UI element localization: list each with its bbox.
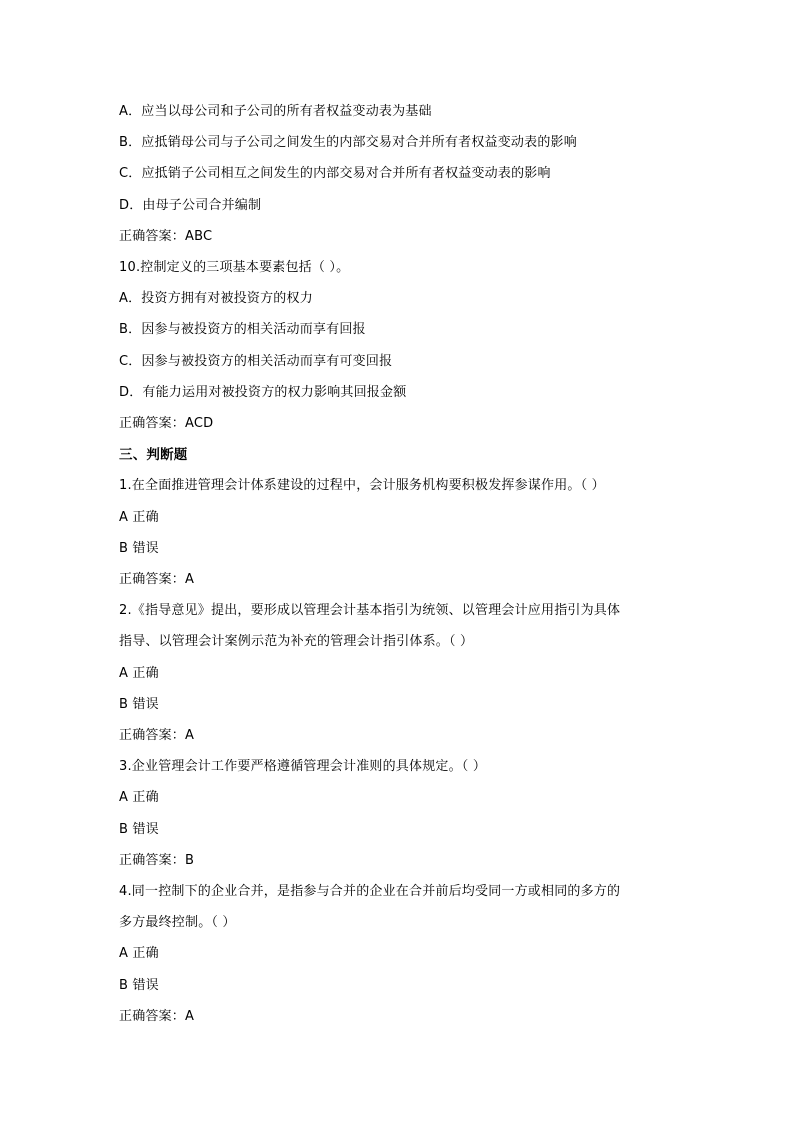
tf4-answer: 正确答案：A bbox=[119, 1009, 195, 1024]
tf4-question-line1: 4.同一控制下的企业合并，是指参与合并的企业在合并前后均受同一方或相同的多方的 bbox=[119, 884, 621, 899]
tf1-option-a: A 正确 bbox=[119, 510, 159, 525]
tf3-option-a: A 正确 bbox=[119, 790, 159, 805]
tf2-question-line1: 2.《指导意见》提出，要形成以管理会计基本指引为统领、以管理会计应用指引为具体 bbox=[119, 603, 621, 618]
q9-option-a: A．应当以母公司和子公司的所有者权益变动表为基础 bbox=[119, 104, 432, 119]
tf4-option-b: B 错误 bbox=[119, 978, 159, 993]
q9-option-d: D．由母子公司合并编制 bbox=[119, 198, 262, 213]
tf2-option-a: A 正确 bbox=[119, 666, 159, 681]
tf3-question: 3.企业管理会计工作要严格遵循管理会计准则的具体规定。（ ） bbox=[119, 759, 487, 774]
q9-answer: 正确答案：ABC bbox=[119, 229, 213, 244]
q10-option-a: A．投资方拥有对被投资方的权力 bbox=[119, 291, 313, 306]
tf2-question-line2: 指导、以管理会计案例示范为补充的管理会计指引体系。（ ） bbox=[119, 634, 474, 649]
tf1-option-b: B 错误 bbox=[119, 541, 159, 556]
q9-option-c: C．应抵销子公司相互之间发生的内部交易对合并所有者权益变动表的影响 bbox=[119, 166, 551, 181]
q9-option-b: B．应抵销母公司与子公司之间发生的内部交易对合并所有者权益变动表的影响 bbox=[119, 135, 577, 150]
q10-option-b: B．因参与被投资方的相关活动而享有回报 bbox=[119, 322, 366, 337]
tf2-option-b: B 错误 bbox=[119, 697, 159, 712]
section-heading: 三、判断题 bbox=[119, 447, 188, 463]
tf1-answer: 正确答案：A bbox=[119, 572, 195, 587]
q10-question: 10.控制定义的三项基本要素包括（ ）。 bbox=[119, 260, 350, 275]
tf4-option-a: A 正确 bbox=[119, 946, 159, 961]
q10-answer: 正确答案：ACD bbox=[119, 416, 214, 431]
tf3-answer: 正确答案：B bbox=[119, 853, 195, 868]
tf4-question-line2: 多方最终控制。（ ） bbox=[119, 915, 236, 930]
tf2-answer: 正确答案：A bbox=[119, 728, 195, 743]
tf1-question: 1.在全面推进管理会计体系建设的过程中，会计服务机构要积极发挥参谋作用。（ ） bbox=[119, 478, 605, 493]
q10-option-d: D．有能力运用对被投资方的权力影响其回报金额 bbox=[119, 385, 407, 400]
tf3-option-b: B 错误 bbox=[119, 822, 159, 837]
q10-option-c: C．因参与被投资方的相关活动而享有可变回报 bbox=[119, 354, 393, 369]
